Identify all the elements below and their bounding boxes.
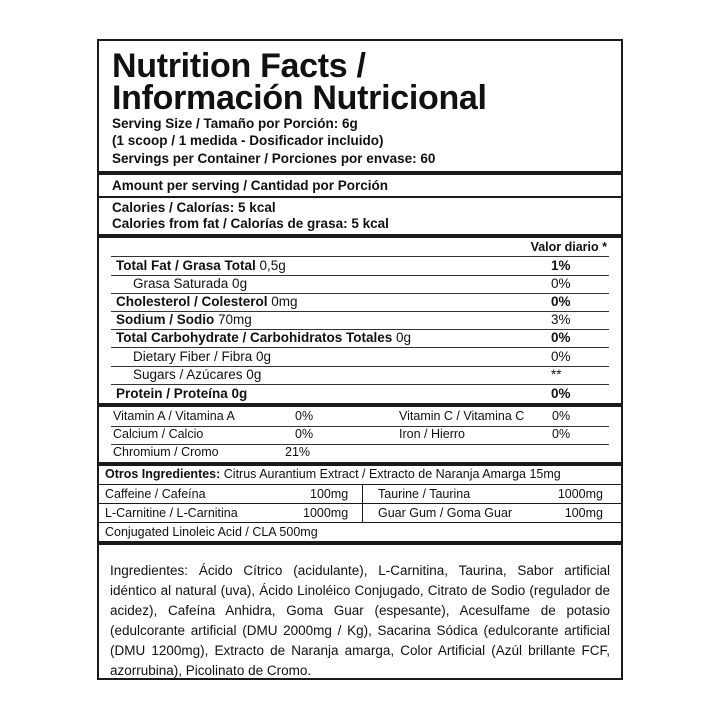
other-ingredients-heading: Otros Ingredientes: — [105, 467, 221, 481]
divider-thick-2 — [99, 234, 621, 238]
divider-2 — [99, 196, 621, 198]
calories-from-fat: Calories from fat / Calorías de grasa: 5 kcal — [112, 216, 389, 231]
vitamin-c-pct: 0% — [552, 409, 571, 423]
nutrient-amount: 0mg — [267, 294, 298, 309]
nutrient-daily-value: 0% — [551, 276, 571, 291]
nutrient-row-label — [133, 367, 261, 383]
nutrient-name: Total Fat / Grasa Total — [116, 258, 256, 273]
calcium-pct: 0% — [295, 427, 314, 441]
title-line-2: Información Nutricional — [112, 79, 487, 117]
cla: Conjugated Linoleic Acid / CLA 500mg — [105, 525, 318, 539]
nutrient-name: Cholesterol / Colesterol — [116, 294, 268, 309]
nutrient-amount: Grasa Saturada 0g — [133, 276, 248, 291]
nutrition-label — [97, 39, 623, 680]
iron: Iron / Hierro — [399, 427, 465, 441]
caffeine-amount: 100mg — [310, 487, 349, 501]
rule — [99, 484, 621, 485]
nutrient-amount: 70mg — [214, 312, 252, 327]
rule — [99, 522, 621, 523]
nutrient-name: Protein / Proteína 0g — [116, 386, 248, 401]
nutrient-daily-value: 0% — [551, 386, 571, 401]
caffeine: Caffeine / Cafeína — [105, 487, 206, 501]
daily-value-header: Valor diario * — [530, 240, 607, 254]
nutrient-daily-value: 1% — [551, 258, 571, 273]
taurine: Taurine / Taurina — [378, 487, 471, 501]
nutrient-row-label — [116, 258, 286, 274]
nutrient-name: Total Carbohydrate / Carbohidratos Totales — [116, 330, 393, 345]
divider-thick-1 — [99, 171, 621, 175]
nutrient-row-label — [116, 386, 247, 402]
nutrient-amount: Sugars / Azúcares 0g — [133, 367, 262, 382]
taurine-amount: 1000mg — [557, 487, 603, 501]
chromium-pct: 21% — [285, 445, 311, 459]
ingredients-paragraph: Ingredientes: Ácido Cítrico (acidulante), L-Carnitina, Taurina, Sabor artificial idéntico al natural (uva), Ácido Linoléico Conjugado, Citrato de Sodio (regulador de acidez), Cafeína Anhidra, Goma Guar (espesante), Acesulfame de potasio (edulcorante artificial (DMU 2000mg / Kg), Sacarina Sódica (edulcorante artificial (DMU 1200mg), Extracto de Naranja amarga, Color Artificial (Azúl brillante FCF, azorrubina), Picolinato de Cromo. — [110, 563, 610, 678]
rule — [111, 384, 609, 385]
scoop-info: (1 scoop / 1 medida - Dosificador incluido) — [112, 133, 384, 148]
calories: Calories / Calorías: 5 kcal — [112, 200, 276, 215]
iron-pct: 0% — [552, 427, 571, 441]
citrus-extract: Citrus Aurantium Extract / Extracto de Naranja Amarga 15mg — [220, 467, 561, 481]
nutrient-amount: 0g — [392, 330, 412, 345]
nutrient-daily-value: 0% — [551, 330, 571, 345]
l-carnitine-amount: 1000mg — [303, 506, 349, 520]
vitamin-a: Vitamin A / Vitamina A — [113, 409, 235, 423]
title-line-1: Nutrition Facts / — [112, 47, 366, 85]
nutrient-daily-value: 3% — [551, 312, 571, 327]
nutrient-row-label — [116, 312, 252, 328]
nutrient-daily-value: 0% — [551, 349, 571, 364]
nutrient-row-label — [133, 349, 271, 365]
rule — [111, 347, 609, 348]
guar-gum-amount: 100mg — [564, 506, 603, 520]
divider-thick-3 — [99, 403, 621, 407]
vitamin-c: Vitamin C / Vitamina C — [399, 409, 525, 423]
nutrient-row-label — [133, 276, 247, 292]
nutrient-daily-value: 0% — [551, 294, 571, 309]
rule — [99, 503, 621, 504]
guar-gum: Guar Gum / Goma Guar — [378, 506, 513, 520]
other-ingredients-line — [105, 467, 561, 482]
divider-thick-5 — [99, 541, 621, 545]
nutrient-amount: Dietary Fiber / Fibra 0g — [133, 349, 272, 364]
serving-size: Serving Size / Tamaño por Porción: 6g — [112, 116, 358, 131]
servings-per-container: Servings per Container / Porciones por envase: 60 — [112, 151, 436, 166]
chromium: Chromium / Cromo — [113, 445, 219, 459]
vitamin-a-pct: 0% — [295, 409, 314, 423]
l-carnitine: L-Carnitine / L-Carnitina — [105, 506, 238, 520]
nutrient-row-label — [116, 330, 411, 346]
nutrient-row-label — [116, 294, 298, 310]
column-divider — [362, 484, 363, 523]
rule — [111, 256, 609, 257]
nutrient-name: Sodium / Sodio — [116, 312, 215, 327]
amount-heading: Amount per serving / Cantidad por Porción — [112, 178, 389, 193]
nutrient-daily-value: ** — [551, 367, 562, 382]
calcium: Calcium / Calcio — [113, 427, 204, 441]
nutrient-amount: 0,5g — [255, 258, 286, 273]
divider-thick-4 — [99, 462, 621, 466]
